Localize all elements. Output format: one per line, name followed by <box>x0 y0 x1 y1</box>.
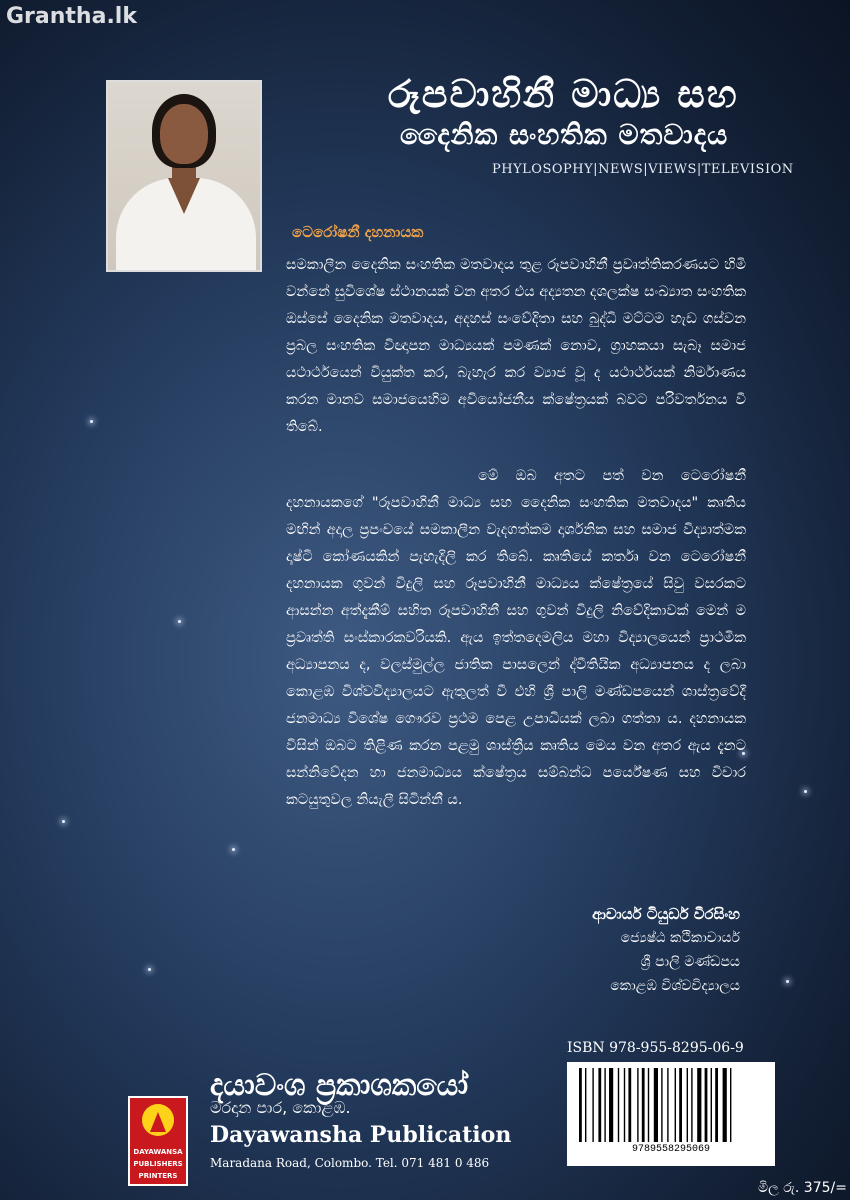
book-title-line1: රූපවාහිනී මාධ්‍ය සහ <box>388 72 739 116</box>
endorser-title: ජ්‍යෙෂ්ඨ කථිකාචාර්ය <box>620 930 740 946</box>
site-watermark: Grantha.lk <box>6 4 137 29</box>
publisher-address-sinhala: මරදාන පාර, කොළඹ. <box>210 1098 351 1117</box>
barcode <box>567 1062 775 1166</box>
book-description <box>286 252 746 814</box>
author-photo <box>106 80 262 272</box>
description-paragraph-1: සමකාලීන දෛනික සංහතික මතවාදය තුළ රූපවාහිනී ප්‍රවෘත්තිකරණයට හිමි වන්නේ සුවිශේෂ ස්ථානයක් වන අතර එය අද්‍යතන දශලක්ෂ සංඛ්‍යාත සංහතික ඔස්සේ දෛනික මතවාදය, අදහස් සංවේදිතා සහ බුද්ධි මට්ටම හැඩ ගස්වන ප්‍රබල සංහතික විඥාපන මාධ්‍යයක් පමණක් නොව, ග්‍රාහකයා සැබෑ සමාජ යථාර්ථයෙන් වියුක්ත කර, බැහැර කර ව්‍යාජ වූ ද යථාර්ථයක් නිර්මාණය කරන මානව සමාජයෙහිම අවියෝජනීය ක්ෂේත්‍රයක් බවට පරිවර්තනය වී තිබේ. <box>286 257 747 435</box>
book-tagline: PHYLOSOPHY|NEWS|VIEWS|TELEVISION <box>492 162 794 177</box>
isbn-label: ISBN 978-955-8295-06-9 <box>567 1040 744 1056</box>
endorser-university: කොළඹ විශ්වවිද්‍යාලය <box>610 978 740 994</box>
description-paragraph-2: මේ ඔබ අතට පත් වන ටෙරෝෂනී දහනායකගේ "රූපවාහිනී මාධ්‍ය සහ දෛනික සංහතික මතවාදය" කෘතිය මඟින් අදාල ප්‍රපංචයේ සමකාලීන වැදගත්කම දාර්ශනික සහ සමාජ විද්‍යාත්මක දෘෂ්ටි කෝණයකින් පැහැදිලි කර තිබේ. කෘතියේ කර්තෘ වන ටෙරෝෂනී දහනායක ගුවන් විදුලි සහ රූපවාහිනී මාධ්‍යය ක්ෂේත්‍රයේ සිවු වසරකට ආසන්න අත්දැකීම් සහිත රූපවාහිනී සහ ගුවන් විදුලි නිවේදිකාවක් මෙන් ම ප්‍රවෘත්ති සංස්කාරකවරියකි. ඇය ඉත්තදෙමලිය මහා විද්‍යාලයෙන් ප්‍රාථමික අධ්‍යාපනය ද, වලස්මුල්ල ජාතික පාසලෙන් ද්වීතියික අධ්‍යාපනය ද ලබා කොළඹ විශ්වවිද්‍යාලයට ඇතුලත් වී එහි ශ්‍රී පාලි මණ්ඩපයෙන් ශාස්ත්‍රවේදී ජනමාධ්‍ය විශේෂ ගෞරව ප්‍රථම පෙළ උපාධියක් ලබා ගත්තා ය. දහනායක විසින් ඔබට තිළිණ කරන පළමු ශාස්ත්‍රීය කෘතිය මෙය වන අතර ඇය දැනට සන්නිවේදන හා ජනමාධ්‍යය ක්ෂේත්‍රය සම්බන්ධ පර්යේෂණ සහ විචාර කටයුතුවල නියැලී සිටින්නී ය. <box>286 468 746 808</box>
author-name: ටෙරෝෂනී දහනායක <box>292 223 424 241</box>
publisher-logo <box>128 1096 188 1186</box>
barcode-bars <box>577 1068 765 1142</box>
publisher-name: Dayawansha Publication <box>210 1122 512 1148</box>
logo-text-line2: PUBLISHERS <box>133 1160 183 1168</box>
logo-text-line1: DAYAWANSA <box>133 1148 183 1156</box>
publisher-address: Maradana Road, Colombo. Tel. 071 481 0 486 <box>210 1156 490 1170</box>
price-tag: මිල රු. 375/= <box>758 1180 847 1196</box>
book-title-line2: දෛනික සංහතික මතවාදය <box>400 118 729 151</box>
barcode-number: 9789558295069 <box>631 1144 710 1155</box>
endorser-department: ශ්‍රී පාලි මණ්ඩපය <box>640 954 740 970</box>
publisher-name-sinhala: දයාවංශ ප්‍රකාශකයෝ <box>210 1068 469 1103</box>
endorsement-signature <box>440 902 740 998</box>
logo-text-line3: PRINTERS <box>138 1172 178 1180</box>
endorser-name: ආචාර්ය ටියුඩර් වීරසිංහ <box>592 905 740 923</box>
